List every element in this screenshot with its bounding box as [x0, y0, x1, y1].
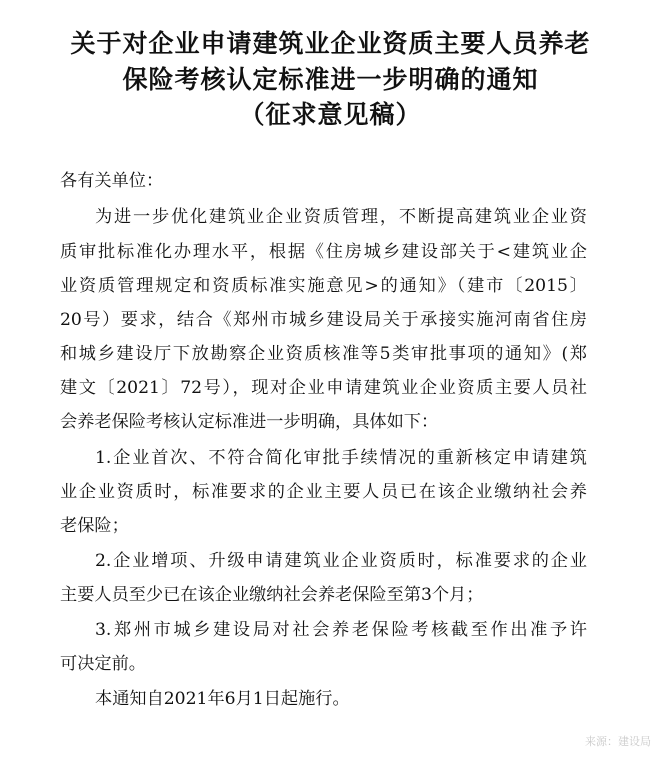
intro-line: 会养老保险考核认定标准进一步明确，具体如下：: [60, 412, 439, 432]
intro-line: 业资质管理规定和资质标准实施意见>的通知》（建市〔2015〕: [60, 276, 587, 296]
intro-line: 质审批标准化办理水平，根据《住房城乡建设部关于<建筑业企: [60, 242, 587, 262]
item-1-line: 1.企业首次、不符合简化审批手续情况的重新核定申请建筑: [95, 448, 587, 468]
title-line-3: （征求意见稿）: [239, 100, 422, 129]
item-1-line: 老保险；: [60, 516, 129, 536]
item-1-line: 业企业资质时，标准要求的企业主要人员已在该企业缴纳社会养: [60, 482, 587, 502]
salutation: 各有关单位：: [60, 171, 164, 191]
title-line-2: 保险考核认定标准进一步明确的通知: [122, 65, 539, 94]
item-2-line: 2.企业增项、升级申请建筑业企业资质时，标准要求的企业: [95, 551, 587, 571]
intro-line: 20号）要求，结合《郑州市城乡建设局关于承接实施河南省住房: [60, 310, 587, 330]
item-2-line: 主要人员至少已在该企业缴纳社会养老保险至第3个月；: [60, 585, 484, 605]
item-3-line: 可决定前。: [60, 654, 146, 674]
closing-line: 本通知自2021年6月1日起施行。: [95, 689, 350, 709]
source-watermark: 来源：建设局: [585, 735, 651, 748]
item-3-line: 3.郑州市城乡建设局对社会养老保险考核截至作出准予许: [95, 620, 587, 640]
intro-line: 为进一步优化建筑业企业资质管理，不断提高建筑业企业资: [95, 207, 587, 227]
intro-line: 和城乡建设厅下放勘察企业资质核准等5类审批事项的通知》(郑: [60, 344, 587, 364]
intro-line: 建文〔2021〕72号），现对企业申请建筑业企业资质主要人员社: [60, 378, 587, 398]
title-line-1: 关于对企业申请建筑业企业资质主要人员养老: [70, 29, 591, 58]
